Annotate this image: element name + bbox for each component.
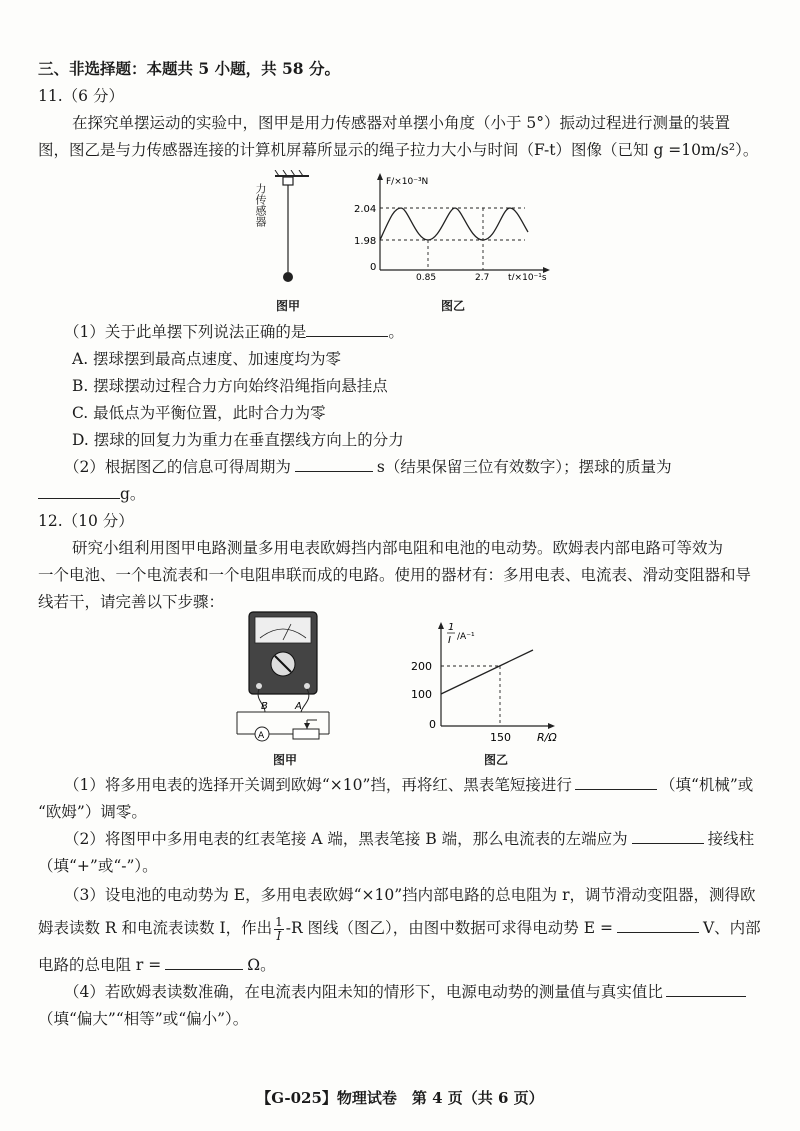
q12-step3-line3 — [38, 955, 276, 975]
q12-step1-answer-blank[interactable] — [575, 775, 657, 790]
q12-step4 — [64, 982, 746, 1002]
x-tick-t2: 2.7 — [475, 273, 490, 280]
q12-step3-r-text: 电路的总电阻 r = — [38, 956, 162, 974]
q11-part2 — [64, 457, 672, 477]
multimeter-circuit-figure — [225, 608, 345, 748]
q11-part2-text-a: （2）根据图乙的信息可得周期为 — [64, 458, 291, 476]
q12-step2-answer-blank[interactable] — [632, 829, 704, 844]
force-time-graph — [350, 170, 560, 280]
force-sensor-label: 力传感器 — [254, 183, 267, 227]
ammeter-label: A — [258, 731, 265, 741]
q12-step4-text-a: （4）若欧姆表读数准确，在电流表内阻未知的情形下，电源电动势的测量值与真实值比 — [64, 983, 663, 1001]
q11-part1-end: 。 — [388, 323, 404, 341]
x-tick-150: 150 — [490, 731, 511, 744]
q12-step1-text-a: （1）将多用电表的选择开关调到欧姆“×10”挡，再将红、黑表笔短接进行 — [64, 776, 572, 794]
terminal-b-label: B — [261, 701, 268, 712]
q12-intro-line3: 线若干，请完善以下步骤： — [38, 593, 225, 611]
q12-step4-cont: （填“偏大”“相等”或“偏小”）。 — [38, 1010, 249, 1028]
inverse-current-graph — [405, 618, 575, 746]
q11-part2-text-b: s（结果保留三位有效数字）；摆球的质量为 — [376, 458, 672, 476]
q11-part2-text-c: g。 — [120, 485, 146, 503]
q12-step2 — [64, 829, 754, 849]
q12-step4-answer-blank[interactable] — [666, 982, 746, 997]
fraction-numerator: 1 — [275, 914, 283, 929]
y-tick-lower: 1.98 — [354, 236, 377, 247]
q11-part1-text: （1）关于此单摆下列说法正确的是 — [64, 323, 307, 341]
q11-option-d: D. 摆球的回复力为重力在垂直摆线方向上的分力 — [72, 431, 404, 449]
q12-fig2-caption: 图乙 — [484, 753, 509, 767]
q11-option-c: C. 最低点为平衡位置，此时合力为零 — [72, 404, 326, 422]
q11-part1 — [64, 322, 404, 342]
q12-number: 12.（10 分） — [38, 512, 134, 530]
inverse-i-fraction — [274, 916, 284, 943]
q11-option-b: B. 摆球摆动过程合力方向始终沿绳指向悬挂点 — [72, 377, 388, 395]
y-tick-100: 100 — [411, 688, 432, 701]
q12-step3-text-post: -R 图线（图乙），由图中数据可求得电动势 E = — [285, 919, 613, 937]
q12-step2-text-a: （2）将图甲中多用电表的红表笔接 A 端，黑表笔接 B 端，那么电流表的左端应为 — [64, 830, 628, 848]
page-footer: 【G-025】物理试卷 第 4 页（共 6 页） — [256, 1089, 544, 1107]
q11-period-answer-blank[interactable] — [295, 457, 373, 472]
rheostat-symbol — [293, 729, 319, 739]
q12-step3-text-end: V、内部 — [702, 919, 761, 937]
x-tick-t1: 0.85 — [416, 273, 437, 280]
q12-emf-answer-blank[interactable] — [617, 918, 699, 933]
force-curve — [380, 208, 528, 240]
fraction-denominator: I — [276, 928, 282, 943]
q11-intro-line1: 在探究单摆运动的实验中，图甲是用力传感器对单摆小角度（小于 5°）振动过程进行测量的装置 — [72, 114, 731, 132]
q12-step1 — [64, 775, 753, 795]
multimeter-dial — [255, 617, 311, 643]
q12-intro-line2: 一个电池、一个电流表和一个电阻串联而成的电路。使用的器材有：多用电表、电流表、滑动变阻器和导 — [38, 566, 752, 584]
q12-fig1-caption: 图甲 — [273, 753, 298, 767]
q12-intro-line1: 研究小组利用图甲电路测量多用电表欧姆挡内部电阻和电池的电动势。欧姆表内部电路可等效为 — [72, 539, 724, 557]
q12-step2-cont: （填“+”或“-”）。 — [38, 857, 158, 875]
q12-resistance-answer-blank[interactable] — [165, 955, 243, 970]
q11-option-a: A. 摆球摆到最高点速度、加速度均为零 — [72, 350, 342, 368]
y-tick-200: 200 — [411, 660, 432, 673]
y-axis-unit: /A⁻¹ — [457, 632, 475, 642]
q11-number: 11.（6 分） — [38, 87, 124, 105]
q12-step1-text-b: （填“机械”或 — [659, 776, 754, 794]
q12-step3-line1: （3）设电池的电动势为 E，多用电表欧姆“×10”挡内部电路的总电阻为 r，调节滑动变阻器，测得欧 — [64, 886, 756, 904]
q12-step3-r-end: Ω。 — [247, 956, 276, 974]
terminal-a-label: A — [295, 701, 302, 712]
q11-mass-answer-blank[interactable] — [38, 484, 120, 499]
q11-fig1-caption: 图甲 — [276, 299, 301, 313]
x-axis-label: R/Ω — [537, 731, 557, 744]
q11-intro-line2: 图，图乙是与力传感器连接的计算机屏幕所显示的绳子拉力大小与时间（F-t）图像（已知 g =10m/s²）。 — [38, 141, 759, 159]
fit-line — [441, 650, 533, 694]
q12-step1-cont: “欧姆”）调零。 — [38, 803, 147, 821]
y-tick-upper: 2.04 — [354, 204, 377, 215]
graph-origin: 0 — [370, 262, 377, 273]
q12-step2-text-b: 接线柱 — [707, 830, 755, 848]
y-axis-num: 1 — [448, 622, 455, 633]
y-axis-den: I — [448, 635, 451, 646]
x-axis-label: t/×10⁻¹s — [508, 273, 547, 280]
q11-part1-answer-blank[interactable] — [306, 322, 388, 337]
section-heading: 三、非选择题：本题共 5 小题，共 58 分。 — [38, 59, 340, 78]
q12-step3-line2 — [38, 913, 761, 943]
q12-step3-text-pre: 姆表读数 R 和电流表读数 I，作出 — [38, 919, 273, 937]
graph-origin: 0 — [429, 718, 436, 731]
y-axis-label: F/×10⁻³N — [386, 177, 429, 187]
q11-fig2-caption: 图乙 — [441, 299, 466, 313]
q11-part2-cont — [38, 484, 145, 504]
